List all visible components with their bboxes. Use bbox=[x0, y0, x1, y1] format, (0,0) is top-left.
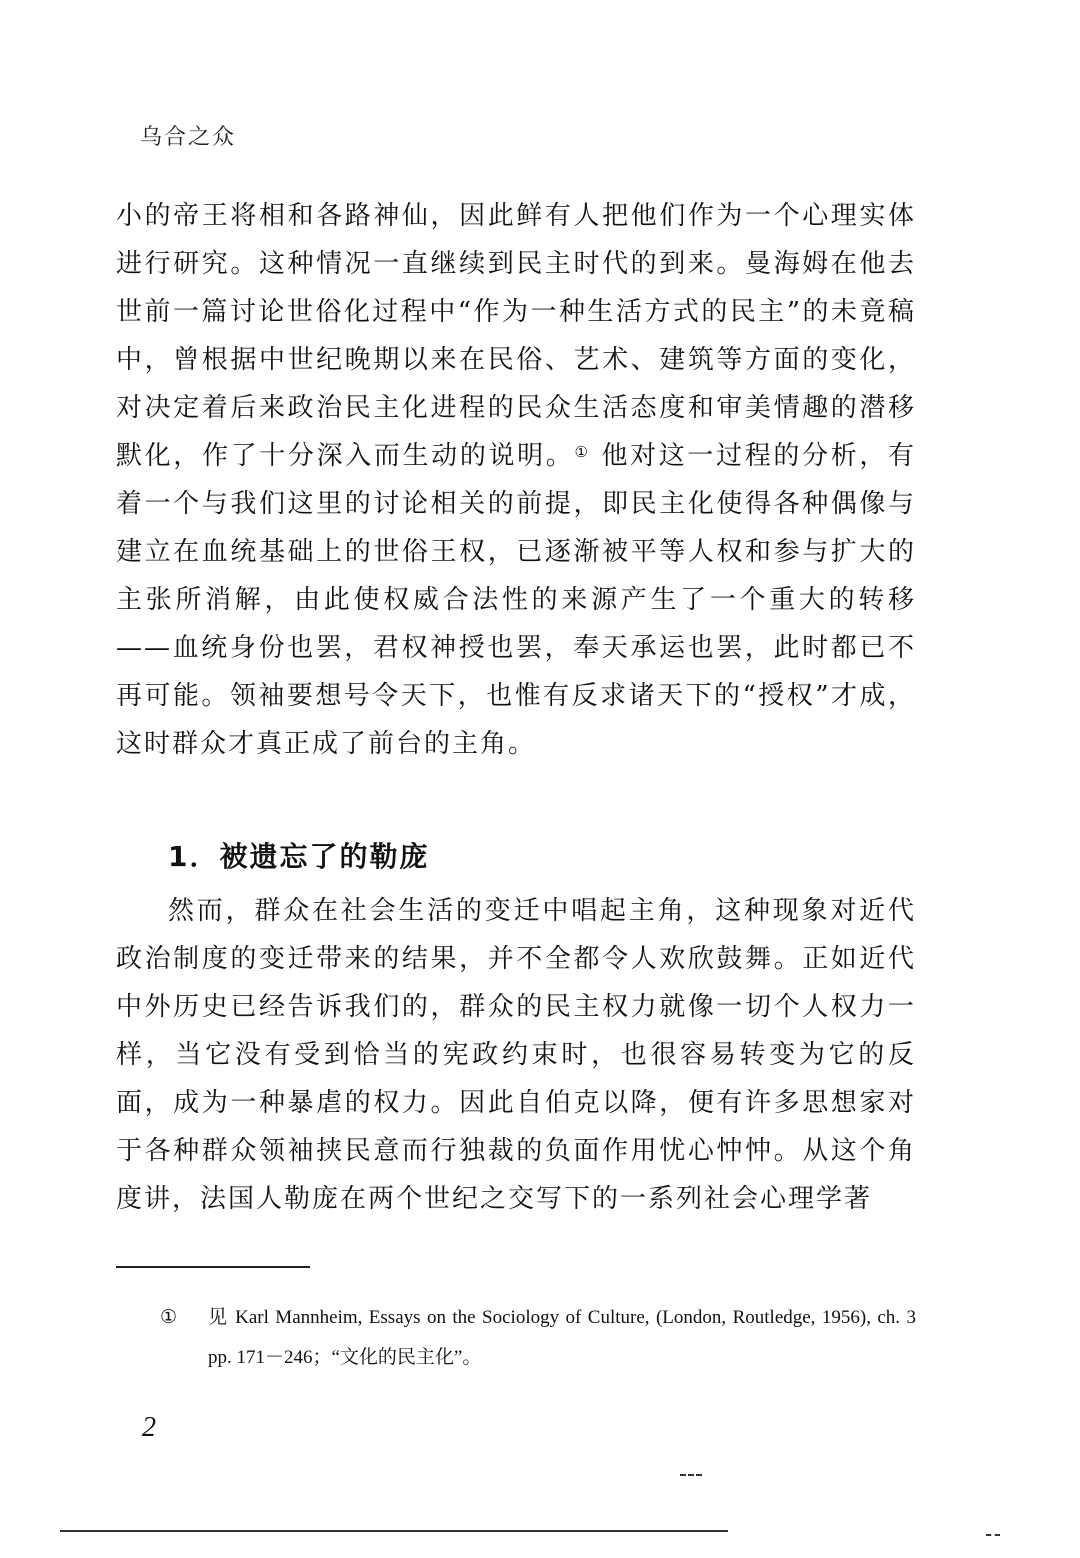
section-heading: 1．被遗忘了的勒庞 bbox=[168, 840, 430, 873]
footnote-reference[interactable]: ① bbox=[574, 443, 591, 461]
paragraph-text-part-1: 小的帝王将相和各路神仙，因此鲜有人把他们作为一个心理实体进行研究。这种情况一直继续到民主时代的到来。曼海姆在他去世前一篇讨论世俗化过程中“作为一种生活方式的民主”的未竟稿中，曾根据中世纪晚期以来在民俗、艺术、建筑等方面的变化，对决定着后来政治民主化进程的民众生活态度和审美情趣的潜移默化，作了十分深入而生动的说明。 bbox=[116, 201, 916, 471]
footnote-number: ① bbox=[160, 1307, 178, 1328]
section-paragraph: 然而，群众在社会生活的变迁中唱起主角，这种现象对近代政治制度的变迁带来的结果，并不全都令人欢欣鼓舞。正如近代中外历史已经告诉我们的，群众的民主权力就像一切个人权力一样，当它没有受到恰当的宪政约束时，也很容易转变为它的反面，成为一种暴虐的权力。因此自伯克以降，便有许多思想家对于各种群众领袖挟民意而行独裁的负面作用忧心忡忡。从这个角度讲，法国人勒庞在两个世纪之交写下的一系列社会心理学著 bbox=[116, 896, 916, 1214]
paragraph-text-part-2: 他对这一过程的分析，有着一个与我们这里的讨论相关的前提，即民主化使得各种偶像与建立在血统基础上的世俗王权，已逐渐被平等人权和参与扩大的主张所消解，由此使权威合法性的来源产生了一个重大的转移——血统身份也罢，君权神授也罢，奉天承运也罢，此时都已不再可能。领袖要想号令天下，也惟有反求诸天下的“授权”才成，这时群众才真正成了前台的主角。 bbox=[116, 441, 917, 759]
footnote-text: 见 Karl Mannheim, Essays on the Sociology of Culture, (London, Routledge, 1956), ch. 3 pp. 171－246；“文化的民主化”。 bbox=[208, 1307, 916, 1368]
footnote bbox=[160, 1298, 916, 1378]
scan-corner-mark bbox=[986, 1534, 1000, 1536]
scan-artifact-mark bbox=[680, 1474, 702, 1476]
body-text bbox=[116, 192, 916, 768]
scan-bottom-edge-line bbox=[60, 1530, 728, 1532]
footnote-divider bbox=[116, 1266, 310, 1268]
running-head-title: 乌合之众 bbox=[140, 125, 237, 150]
page-number: 2 bbox=[142, 1412, 156, 1443]
paragraph-continuation bbox=[116, 192, 916, 768]
